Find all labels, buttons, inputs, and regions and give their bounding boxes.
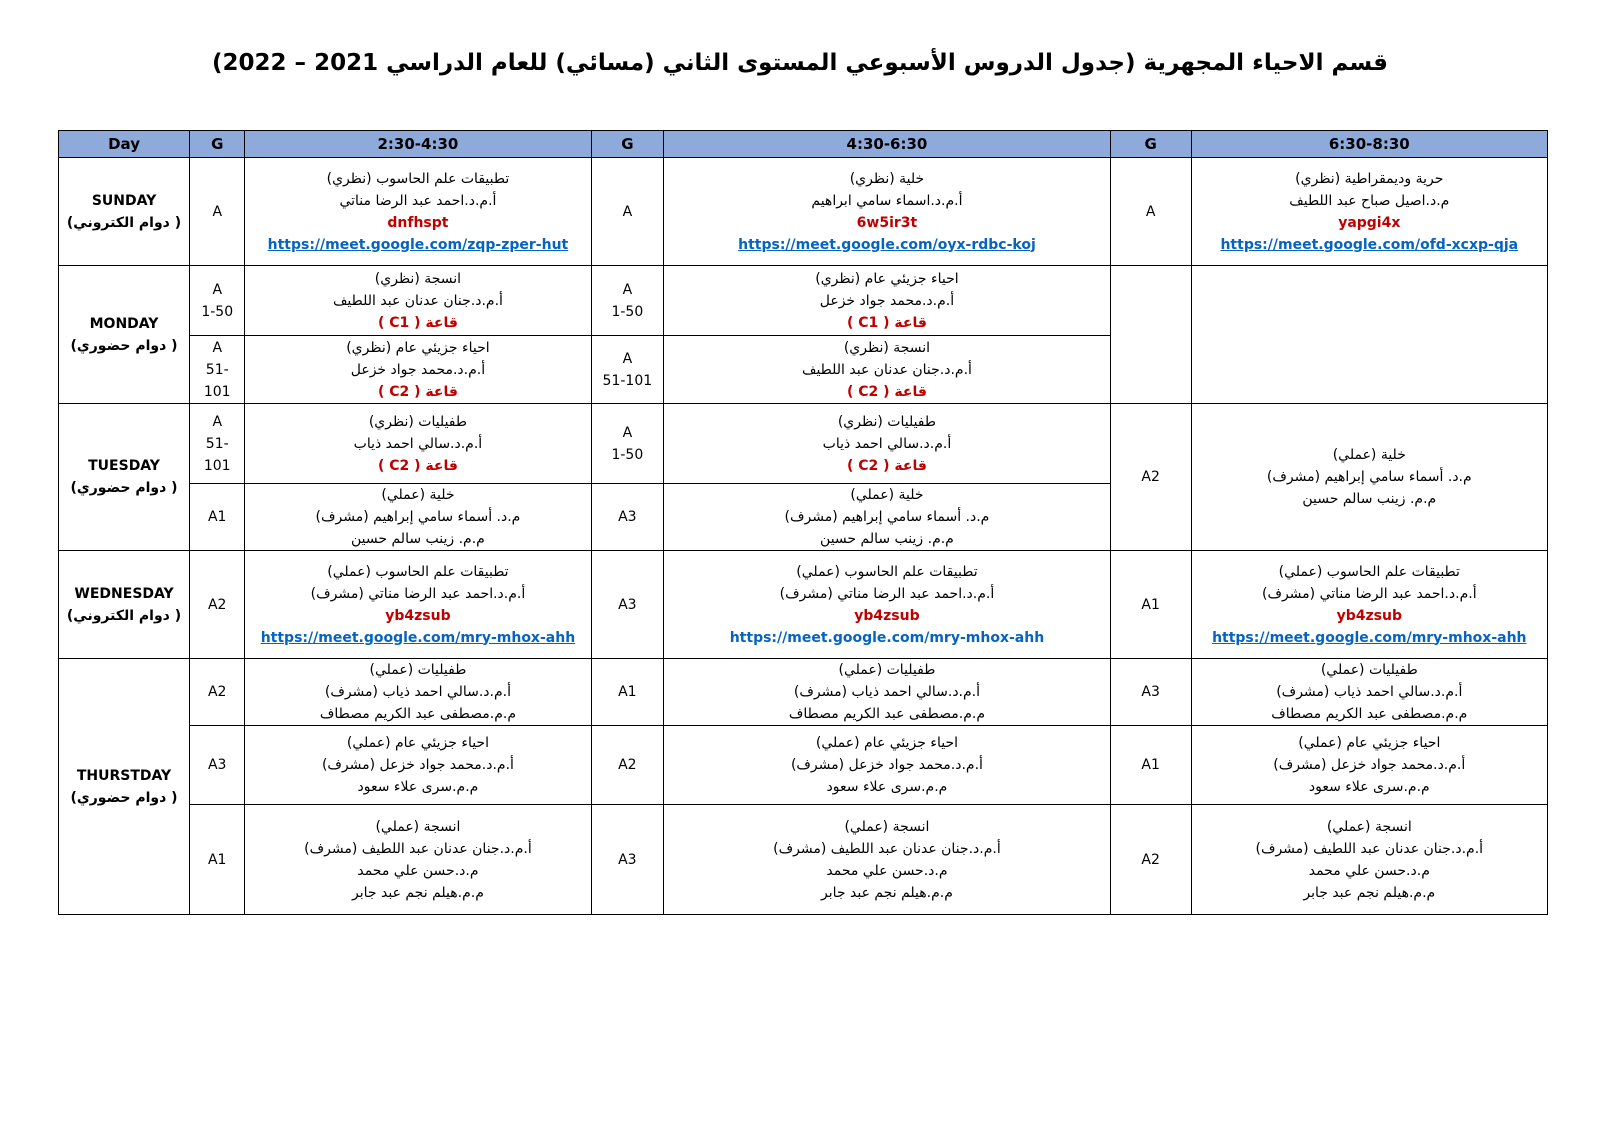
day-name: SUNDAY bbox=[91, 192, 157, 209]
header-group-3: G bbox=[1110, 131, 1191, 158]
group-cell: A3 bbox=[591, 484, 664, 551]
assistant: م.م.هيلم نجم عبد جابر bbox=[821, 884, 953, 901]
day-mode: ( دوام حضوري) bbox=[70, 337, 178, 354]
teacher: أ.م.د.جنان عدنان عبد اللطيف bbox=[801, 361, 972, 378]
class-code: yb4zsub bbox=[385, 607, 451, 624]
table-row bbox=[59, 551, 1548, 659]
assistant: م.م.هيلم نجم عبد جابر bbox=[352, 884, 484, 901]
table-row bbox=[59, 158, 1548, 266]
group-cell bbox=[591, 336, 664, 404]
teacher: أ.م.د.احمد عبد الرضا مناتي (مشرف) bbox=[310, 585, 526, 602]
group-cell: A2 bbox=[190, 551, 245, 659]
assistant: م.م.سرى علاء سعود bbox=[357, 779, 479, 795]
teacher: أ.م.د.جنان عدنان عبد اللطيف (مشرف) bbox=[304, 840, 532, 857]
meet-link[interactable]: https://meet.google.com/ofd-xcxp-qja bbox=[1220, 236, 1519, 253]
subject: انسجة (عملي) bbox=[844, 818, 930, 835]
group-range: 51-101 bbox=[602, 372, 653, 389]
day-cell-thursday bbox=[59, 659, 190, 915]
class-cell bbox=[245, 404, 591, 484]
teacher: م.د. أسماء سامي إبراهيم (مشرف) bbox=[315, 509, 521, 525]
teacher: أ.م.د.محمد جواد خزعل (مشرف) bbox=[321, 757, 514, 773]
teacher: أ.م.د.محمد جواد خزعل (مشرف) bbox=[790, 757, 983, 773]
day-mode: ( دوام الكتروني) bbox=[66, 214, 182, 231]
assistant: م.م.مصطفى عبد الكريم مصطاف bbox=[319, 706, 516, 722]
group-cell: A2 bbox=[1110, 404, 1191, 551]
class-cell bbox=[1191, 726, 1547, 805]
table-row bbox=[59, 659, 1548, 726]
teacher: أ.م.د.احمد عبد الرضا مناتي (مشرف) bbox=[779, 585, 995, 602]
subject: طفيليات (عملي) bbox=[1320, 662, 1418, 678]
class-cell bbox=[245, 659, 591, 726]
group-cell: A bbox=[190, 158, 245, 266]
header-time-1: 2:30-4:30 bbox=[245, 131, 591, 158]
group-range: 51- bbox=[205, 435, 229, 452]
class-cell bbox=[664, 484, 1110, 551]
group-cell bbox=[190, 404, 245, 484]
teacher: أ.م.د.محمد جواد خزعل (مشرف) bbox=[1273, 757, 1466, 773]
subject: خلية (نظري) bbox=[849, 170, 925, 187]
subject: طفيليات (عملي) bbox=[838, 662, 936, 678]
assistant: م.م.سرى علاء سعود bbox=[826, 779, 948, 795]
hall-label: قاعة ( C1 ) bbox=[846, 314, 927, 331]
class-cell bbox=[664, 158, 1110, 266]
day-mode: ( دوام حضوري) bbox=[70, 480, 178, 496]
class-cell bbox=[664, 266, 1110, 336]
subject: تطبيقات علم الحاسوب (نظري) bbox=[326, 170, 510, 187]
group-cell bbox=[591, 404, 664, 484]
group-cell: A2 bbox=[591, 726, 664, 805]
class-cell bbox=[664, 551, 1110, 659]
teacher: أ.م.د.سالي احمد ذياب bbox=[822, 435, 952, 452]
schedule-table bbox=[58, 130, 1548, 915]
group-cell: A bbox=[1110, 158, 1191, 266]
hall-label: قاعة ( C2 ) bbox=[377, 457, 458, 474]
empty-cell bbox=[1110, 266, 1191, 404]
teacher: أ.م.د.محمد جواد خزعل bbox=[819, 292, 955, 309]
subject: حرية وديمقراطية (نظري) bbox=[1295, 170, 1444, 187]
day-cell-wednesday bbox=[59, 551, 190, 659]
class-code: yapgi4x bbox=[1338, 214, 1401, 231]
assistant: م.م. زينب سالم حسين bbox=[1302, 491, 1437, 507]
subject: خلية (عملي) bbox=[381, 487, 455, 503]
header-time-3: 6:30-8:30 bbox=[1191, 131, 1547, 158]
subject: طفيليات (نظري) bbox=[368, 413, 468, 430]
assistant: م.د.حسن علي محمد bbox=[1308, 862, 1430, 879]
group-cell: A2 bbox=[190, 659, 245, 726]
subject: تطبيقات علم الحاسوب (عملي) bbox=[1278, 563, 1460, 580]
teacher: أ.م.د.سالي احمد ذياب (مشرف) bbox=[324, 684, 511, 700]
day-mode: ( دوام حضوري) bbox=[70, 789, 178, 806]
day-cell-tuesday bbox=[59, 404, 190, 551]
subject: خلية (عملي) bbox=[850, 487, 924, 503]
group-label: A bbox=[212, 413, 223, 430]
group-cell bbox=[591, 266, 664, 336]
meet-link[interactable]: https://meet.google.com/mry-mhox-ahh bbox=[729, 629, 1045, 646]
teacher: أ.م.د.سالي احمد ذياب bbox=[353, 435, 483, 452]
meet-link[interactable]: https://meet.google.com/oyx-rdbc-koj bbox=[738, 236, 1036, 253]
group-range: 51- bbox=[205, 361, 229, 378]
class-cell bbox=[1191, 404, 1547, 551]
class-code: 6w5ir3t bbox=[856, 214, 918, 231]
class-cell bbox=[1191, 551, 1547, 659]
teacher: أ.م.د.سالي احمد ذياب (مشرف) bbox=[793, 684, 981, 700]
page-title: قسم الاحياء المجهرية (جدول الدروس الأسبوعي المستوى الثاني (مسائي) للعام الدراسي 2021 – 2022) bbox=[212, 50, 1388, 76]
assistant: م.د.حسن علي محمد bbox=[357, 862, 479, 879]
teacher: أ.م.د.احمد عبد الرضا مناتي (مشرف) bbox=[1261, 585, 1477, 602]
hall-label: قاعة ( C2 ) bbox=[846, 383, 927, 400]
class-cell bbox=[245, 336, 591, 404]
group-cell: A1 bbox=[591, 659, 664, 726]
subject: احياء جزيئي عام (عملي) bbox=[346, 735, 489, 751]
hall-label: قاعة ( C2 ) bbox=[846, 457, 927, 474]
group-cell bbox=[190, 266, 245, 336]
table-row bbox=[59, 726, 1548, 805]
class-cell bbox=[245, 805, 591, 915]
subject: طفيليات (نظري) bbox=[837, 413, 937, 430]
group-cell: A1 bbox=[1110, 726, 1191, 805]
table-row bbox=[59, 404, 1548, 484]
teacher: م.د. أسماء سامي إبراهيم (مشرف) bbox=[784, 509, 990, 525]
teacher: أ.م.د.احمد عبد الرضا مناتي bbox=[339, 192, 497, 209]
class-cell bbox=[664, 336, 1110, 404]
subject: احياء جزيئي عام (نظري) bbox=[815, 270, 959, 287]
group-label: A bbox=[622, 424, 633, 441]
group-label: A bbox=[212, 339, 223, 356]
teacher: أ.م.د.جنان عدنان عبد اللطيف bbox=[332, 292, 503, 309]
teacher: م.د.اصيل صباح عبد اللطيف bbox=[1289, 192, 1450, 209]
assistant: م.د.حسن علي محمد bbox=[826, 862, 948, 879]
group-range: 1-50 bbox=[611, 303, 644, 320]
group-cell: A bbox=[591, 158, 664, 266]
group-cell: A1 bbox=[190, 484, 245, 551]
assistant: م.م.مصطفى عبد الكريم مصطاف bbox=[788, 706, 985, 722]
empty-cell bbox=[1191, 266, 1547, 404]
class-cell bbox=[245, 266, 591, 336]
subject: احياء جزيئي عام (نظري) bbox=[346, 339, 490, 356]
subject: تطبيقات علم الحاسوب (عملي) bbox=[327, 563, 509, 580]
class-cell bbox=[245, 726, 591, 805]
group-range: 1-50 bbox=[611, 446, 644, 463]
class-cell bbox=[664, 726, 1110, 805]
teacher: أ.م.د.جنان عدنان عبد اللطيف (مشرف) bbox=[1255, 840, 1484, 857]
class-cell bbox=[245, 551, 591, 659]
day-name: THURSTDAY bbox=[76, 767, 172, 784]
group-label: A bbox=[622, 350, 633, 367]
class-cell bbox=[664, 805, 1110, 915]
assistant: م.م.سرى علاء سعود bbox=[1308, 779, 1430, 795]
class-cell bbox=[664, 404, 1110, 484]
subject: انسجة (عملي) bbox=[1326, 818, 1412, 835]
subject: خلية (عملي) bbox=[1332, 447, 1406, 463]
group-cell: A2 bbox=[1110, 805, 1191, 915]
subject: تطبيقات علم الحاسوب (عملي) bbox=[796, 563, 978, 580]
subject: احياء جزيئي عام (عملي) bbox=[1298, 735, 1441, 751]
table-row bbox=[59, 266, 1548, 336]
group-cell: A1 bbox=[190, 805, 245, 915]
group-cell: A1 bbox=[1110, 551, 1191, 659]
day-name: MONDAY bbox=[89, 315, 159, 332]
header-day: Day bbox=[59, 131, 190, 158]
group-cell: A3 bbox=[591, 805, 664, 915]
class-code: dnfhspt bbox=[387, 214, 449, 231]
assistant: م.م.هيلم نجم عبد جابر bbox=[1303, 884, 1436, 901]
header-group-2: G bbox=[591, 131, 664, 158]
group-label: A bbox=[212, 281, 223, 298]
class-cell bbox=[664, 659, 1110, 726]
day-cell-sunday bbox=[59, 158, 190, 266]
teacher: م.د. أسماء سامي إبراهيم (مشرف) bbox=[1266, 469, 1472, 485]
meet-link[interactable]: https://meet.google.com/mry-mhox-ahh bbox=[260, 629, 576, 646]
assistant: م.م. زينب سالم حسين bbox=[820, 531, 954, 547]
assistant: م.م.مصطفى عبد الكريم مصطاف bbox=[1271, 706, 1468, 722]
class-cell bbox=[245, 484, 591, 551]
day-cell-monday bbox=[59, 266, 190, 404]
group-range: 1-50 bbox=[201, 303, 234, 320]
assistant: م.م. زينب سالم حسين bbox=[351, 531, 485, 547]
teacher: أ.م.د.محمد جواد خزعل bbox=[350, 361, 486, 378]
day-name: WEDNESDAY bbox=[74, 585, 174, 602]
header-time-2: 4:30-6:30 bbox=[664, 131, 1110, 158]
header-group-1: G bbox=[190, 131, 245, 158]
teacher: أ.م.د.جنان عدنان عبد اللطيف (مشرف) bbox=[773, 840, 1001, 857]
group-label: A bbox=[622, 281, 633, 298]
group-range: 101 bbox=[203, 383, 231, 400]
subject: انسجة (نظري) bbox=[843, 339, 931, 356]
group-cell: A3 bbox=[1110, 659, 1191, 726]
group-range: 101 bbox=[203, 457, 231, 474]
class-cell bbox=[1191, 805, 1547, 915]
meet-link[interactable]: https://meet.google.com/mry-mhox-ahh bbox=[1212, 629, 1527, 646]
group-cell: A3 bbox=[190, 726, 245, 805]
header-row bbox=[59, 131, 1548, 158]
group-cell bbox=[190, 336, 245, 404]
class-cell bbox=[1191, 659, 1547, 726]
day-mode: ( دوام الكتروني) bbox=[66, 607, 182, 624]
hall-label: قاعة ( C2 ) bbox=[377, 383, 458, 400]
table-row bbox=[59, 805, 1548, 915]
subject: طفيليات (عملي) bbox=[369, 662, 467, 678]
group-cell: A3 bbox=[591, 551, 664, 659]
class-cell bbox=[245, 158, 591, 266]
teacher: أ.م.د.اسماء سامي ابراهيم bbox=[811, 192, 963, 209]
teacher: أ.م.د.سالي احمد ذياب (مشرف) bbox=[1276, 684, 1463, 700]
subject: انسجة (عملي) bbox=[375, 818, 461, 835]
hall-label: قاعة ( C1 ) bbox=[377, 314, 458, 331]
class-cell bbox=[1191, 158, 1547, 266]
class-code: yb4zsub bbox=[854, 607, 920, 624]
class-code: yb4zsub bbox=[1336, 607, 1402, 624]
subject: احياء جزيئي عام (عملي) bbox=[815, 735, 958, 751]
day-name: TUESDAY bbox=[88, 458, 160, 474]
meet-link[interactable]: https://meet.google.com/zqp-zper-hut bbox=[267, 236, 569, 253]
subject: انسجة (نظري) bbox=[374, 270, 462, 287]
